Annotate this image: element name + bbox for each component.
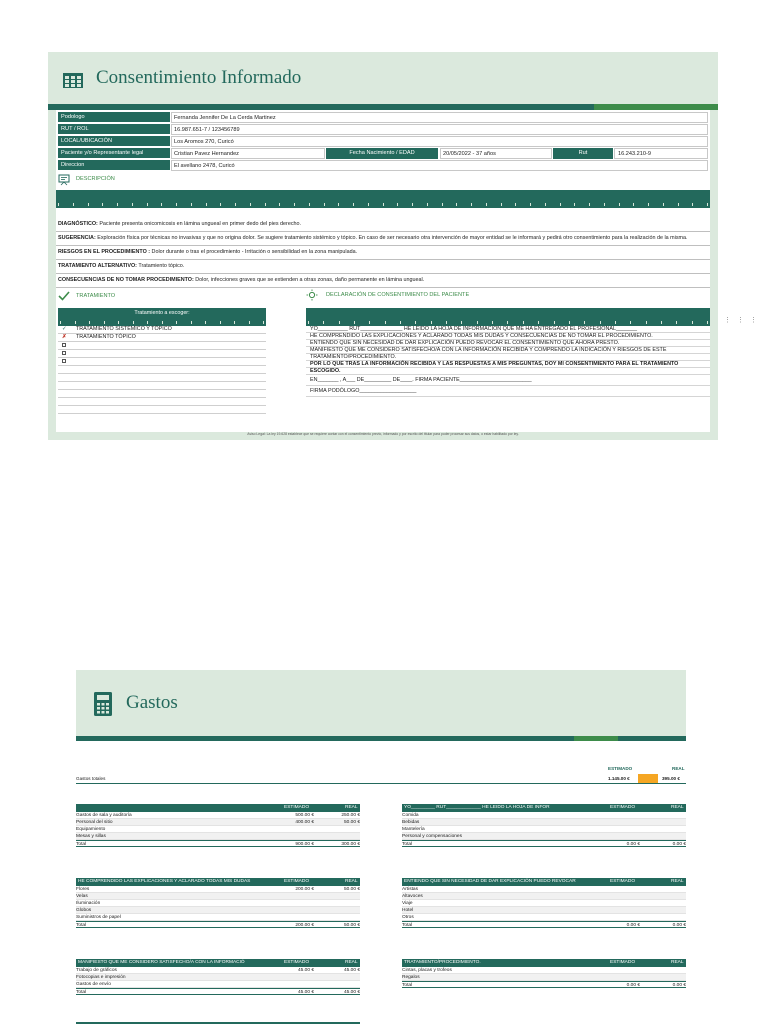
presentation-board-icon xyxy=(58,174,70,186)
signature-line[interactable]: EN_______ , A___ DE_________ DE____. FIRMA PACIENTE________________________ xyxy=(306,375,710,386)
checkbox-icon[interactable] xyxy=(62,351,66,355)
birth-label: Fecha Nacimiento / EDAD xyxy=(326,148,438,159)
expense-table xyxy=(76,959,360,995)
declaration-line: YO__________ RUT______________ HE LEIDO LA HOJA DE INFORMACIÓN QUE ME HA ENTREGADO EL PROFESIONAL_______ xyxy=(306,326,710,333)
description-row: DIAGNÓSTICO: Paciente presenta onicomicosis en lámina ungueal en primer dedo del pies derecho. xyxy=(56,218,710,232)
checkmark-icon xyxy=(58,290,70,302)
treatment-option[interactable]: ✓ TRATAMIENTO SISTÉMICO Y TÓPICO xyxy=(58,326,266,334)
info-row xyxy=(58,160,708,172)
table-header: YO_________ RUT_____________ HE LEIDO LA HOJA DE INFOR ESTIMADO REAL xyxy=(402,804,686,812)
declaration-header xyxy=(306,308,710,326)
description-row: RIESGOS EN EL PROCEDIMIENTO : Dolor durante o tras el procedimiento - Irritación o sensibilidad en la zona manipulada. xyxy=(56,246,710,260)
table-row[interactable]: Gastos de sala y auditoría 500.00 € 250.00 € xyxy=(76,813,360,818)
info-label: Podologo xyxy=(58,112,170,123)
declaration-line: TRATAMIENTO/PROCEDIMIENTO. xyxy=(306,354,710,361)
declaration-line: MANIFIESTO QUE ME CONSIDERO SATISFECHO/A CON LA INFORMACIÓN RECIBIDA Y COMPRENDO LA INDICACIÓN Y RIESGOS DE ESTE xyxy=(306,347,710,354)
treatment-option xyxy=(58,398,266,406)
table-row[interactable]: Trabajo de gráficos 45.00 € 45.00 € xyxy=(76,968,360,973)
info-row xyxy=(58,136,708,148)
info-row xyxy=(58,148,708,160)
treatment-option xyxy=(58,382,266,390)
table-row[interactable]: Viaje xyxy=(402,900,686,907)
declaration-line: HE COMPRENDIDO LAS EXPLICACIONES Y ACLARADO TODAS MIS DUDAS Y CONSECUENCIAS DE NO TOMAR EL PROCEDIMIENTO. xyxy=(306,333,710,340)
highlight-swatch xyxy=(638,774,658,783)
expense-table xyxy=(76,804,360,847)
table-row[interactable]: Velas xyxy=(76,893,360,900)
expense-table xyxy=(402,959,686,988)
info-label: LOCAL/UBICACIÓN xyxy=(58,136,170,147)
gastos-sheet xyxy=(76,670,686,1024)
table-row[interactable]: Hotel xyxy=(402,907,686,914)
signature-podologo-line[interactable]: FIRMA PODÓLOGO___________________ xyxy=(306,386,710,397)
table-header: MANIFIESTO QUE ME CONSIDERO SATISFECHO/A CON LA INFORMACIÓ ESTIMADO REAL xyxy=(76,959,360,967)
treatment-option[interactable]: ✗ TRATAMIENTO TÓPICO xyxy=(58,334,266,342)
info-value[interactable]: Fernanda Jennifer De La Cerda Martinez xyxy=(171,112,708,123)
more-icon[interactable]: ⋮⋮⋮ xyxy=(724,317,763,324)
gastos-title: Gastos xyxy=(126,692,178,713)
table-row[interactable]: Cintas, placas y trofeos xyxy=(402,967,686,974)
description-title: DESCRIPCIÓN xyxy=(76,176,115,182)
table-row[interactable]: Regalos xyxy=(402,974,686,981)
table-total-row: Total 0.00 € 0.00 € xyxy=(402,842,686,847)
treatment-option xyxy=(58,390,266,398)
checkbox-icon[interactable] xyxy=(62,359,66,363)
table-row[interactable]: Artistas xyxy=(402,886,686,893)
expense-table xyxy=(76,878,360,928)
table-row[interactable]: Personal del sitio 400.00 € 50.00 € xyxy=(76,820,360,825)
lightbulb-icon xyxy=(306,289,318,301)
declaration-box xyxy=(306,308,710,432)
description-row: TRATAMIENTO ALTERNATIVO: Tratamiento tópico. xyxy=(56,260,710,274)
table-row[interactable]: Personal y compensaciones xyxy=(402,833,686,840)
total-row xyxy=(76,774,686,784)
declaration-line: POR LO QUE TRAS LA INFORMACIÓN RECIBIDA Y LAS RESPUESTAS A MIS PREGUNTAS, DOY MI CONSENTIMIENTO PARA EL TRATAMIENTO xyxy=(306,361,710,368)
treatment-option[interactable] xyxy=(58,358,266,366)
treatment-option[interactable] xyxy=(58,350,266,358)
info-row xyxy=(58,124,708,136)
treatment-option xyxy=(58,374,266,382)
page-title: Consentimiento Informado xyxy=(96,67,302,88)
table-row[interactable]: Globos xyxy=(76,907,360,914)
table-header: HE COMPRENDIDO LAS EXPLICACIONES Y ACLARADO TODAS MIS DUDAS ESTIMADO REAL xyxy=(76,878,360,886)
table-total-row: Total 200.00 € 50.00 € xyxy=(76,923,360,928)
col-real: REAL xyxy=(672,766,685,771)
info-row xyxy=(58,112,708,124)
patient-info-table xyxy=(58,112,708,172)
calculator-icon xyxy=(94,692,112,716)
treatment-table xyxy=(58,308,266,414)
table-row[interactable]: Iluminación xyxy=(76,900,360,907)
rut-value[interactable]: 16.243.210-9 xyxy=(614,148,708,159)
table-row[interactable]: Suministros de papel xyxy=(76,914,360,921)
expense-table xyxy=(402,804,686,847)
total-estimado: 1.145.00 € xyxy=(608,776,630,781)
consent-paper xyxy=(56,110,710,432)
check-icon: ✓ xyxy=(62,326,67,332)
info-label: Paciente y/o Representante legal xyxy=(58,148,170,159)
consent-sheet xyxy=(48,52,718,440)
table-row[interactable]: Mesas y sillas xyxy=(76,833,360,840)
info-value[interactable]: Los Aromos 270, Curicó xyxy=(171,136,708,147)
table-row[interactable]: Otros xyxy=(402,914,686,921)
table-row[interactable]: Flores 200.00 € 50.00 € xyxy=(76,887,360,892)
description-header-bar xyxy=(56,190,710,208)
description-list xyxy=(56,218,710,288)
declaration-title: DECLARACIÓN DE CONSENTIMIENTO DEL PACIENTE xyxy=(326,292,470,298)
table-row[interactable]: Gastos de envío xyxy=(76,981,360,988)
birth-value[interactable]: 20/05/2022 - 37 años xyxy=(440,148,552,159)
checkbox-icon[interactable] xyxy=(62,343,66,347)
spreadsheet-icon xyxy=(63,72,83,88)
table-row[interactable]: Bebidas xyxy=(402,819,686,826)
description-row: CONSECUENCIAS DE NO TOMAR PROCEDIMIENTO: Dolor, infecciones graves que se extienden a otras zonas, daño permanente en lámina ungueal. xyxy=(56,274,710,288)
legal-footer: Aviso Legal: La ley 19.628 establece que se requiere contar con el consentimiento previo, informado y por escrito del titular para poder procesar sus datos, o estar habilitado por ley. xyxy=(247,432,519,436)
table-row[interactable]: Comida xyxy=(402,812,686,819)
treatment-title: TRATAMIENTO xyxy=(76,293,116,299)
gastos-divider xyxy=(76,736,686,741)
table-header: ESTIMADO REAL xyxy=(76,804,360,812)
table-total-row: Total 45.00 € 45.00 € xyxy=(76,990,360,995)
info-value[interactable]: El avellano 2478, Curicó xyxy=(171,160,708,171)
table-row[interactable]: Fotocopias e impresión xyxy=(76,974,360,981)
total-real: 395.00 € xyxy=(662,776,680,781)
col-estimado: ESTIMADO xyxy=(608,766,633,771)
table-total-row: Total 0.00 € 0.00 € xyxy=(402,983,686,988)
info-value[interactable]: Cristian Pavez Hernandez xyxy=(171,148,325,159)
treatment-option xyxy=(58,366,266,374)
declaration-line: ENTIENDO QUE SIN NECESIDAD DE DAR EXPLICACIÓN PUEDO REVOCAR EL CONSENTIMIENTO QUE AHORA PRESTO. xyxy=(306,340,710,347)
table-row[interactable]: Mantelería xyxy=(402,826,686,833)
table-total-row: Total 0.00 € 0.00 € xyxy=(402,923,686,928)
treatment-option[interactable] xyxy=(58,342,266,350)
table-row[interactable]: Altavoces xyxy=(402,893,686,900)
table-header: TRATAMIENTO/PROCEDIMIENTO. ESTIMADO REAL xyxy=(402,959,686,967)
info-label: Direccion xyxy=(58,160,170,171)
expense-table xyxy=(402,878,686,928)
rut-label: Rut xyxy=(553,148,613,159)
table-row[interactable]: Equipamiento xyxy=(76,826,360,833)
consent-header xyxy=(48,52,718,106)
treatment-option xyxy=(58,406,266,414)
table-header: ENTIENDO QUE SIN NECESIDAD DE DAR EXPLICACIÓN PUEDO REVOCAR ESTIMADO REAL xyxy=(402,878,686,886)
table-total-row: Total 900.00 € 300.00 € xyxy=(76,842,360,847)
treatment-header: Tratamiento a escoger: xyxy=(58,308,266,326)
total-label: Gastos totales xyxy=(76,776,106,781)
description-row: SUGERENCIA: Exploración física por técnicas no invasivas y que no origina dolor. Se sugiere tratamiento sistémico y tópico. En caso de ser necesario otra intervención de mayor entidad se le informará y pedirá otro consentimiento para la realización de la misma. xyxy=(56,232,710,246)
info-label: RUT / ROL xyxy=(58,124,170,135)
info-value[interactable]: 16.987.651-7 / 123456789 xyxy=(171,124,708,135)
gastos-header xyxy=(76,670,686,736)
cross-icon: ✗ xyxy=(62,334,67,340)
declaration-line: ESCOGIDO. xyxy=(306,368,710,375)
